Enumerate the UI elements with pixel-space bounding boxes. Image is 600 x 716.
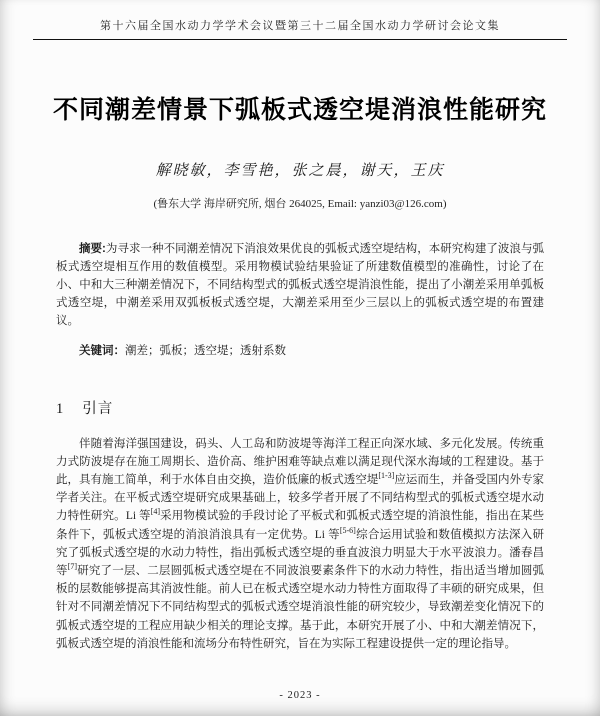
reference-superscript: [7] <box>67 562 78 572</box>
body-text-segment: 采用物模试验的手段讨论了平板式和弧板式透空堤的消浪性能，指出在某些条件下，弧板式透空堤的消浪消浪具有一定优势。Li 等 <box>56 510 544 541</box>
abstract-text: 为寻求一种不同潮差情况下消浪效果优良的弧板式透空堤结构，本研究构建了波浪与弧板式透空堤相互作用的数值模型。采用物模试验结果验证了所建数值模型的准确性，讨论了在小、中和大三种潮差情况下，不同结构型式的弧板式透空堤消浪性能，提出了小潮差采用单弧板式透空堤，中潮差采用双弧板板式透空堤，大潮差采用至少三层以上的弧板式透空堤的布置建议。 <box>56 243 544 327</box>
section-heading-introduction <box>56 397 544 418</box>
affiliation-line: (鲁东大学 海岸研究所, 烟台 264025, Email: yanzi03@126.com) <box>153 198 447 210</box>
paper-title: 不同潮差情景下弧板式透空堤消浪性能研究 <box>52 96 547 124</box>
body-text-segment: 伴随着海洋强国建设，码头、人工岛和防波堤等海洋工程正向深水域、多元化发展。传统重力式防波堤存在施工周期长、造价高、维护困难等缺点难以满足现代深水海域的工程建设。基于此，具有施工简单，利于水体自由交换，造价低廉的板式透空堤 <box>56 437 544 486</box>
introduction-paragraph <box>56 435 544 653</box>
keywords-text: 潮差；弧板；透空堤；透射系数 <box>125 344 286 357</box>
paper-body <box>56 240 544 653</box>
body-text-segment: 综合运用试验和数值模拟方法深入研究了弧板式透空堤的水动力特性，指出弧板式透空堤的垂直波浪力明显大于水平波浪力。潘春昌等 <box>56 528 545 577</box>
reference-superscript: [1-3] <box>378 471 395 481</box>
abstract-label: 摘要: <box>79 243 106 255</box>
section-number: 1 <box>56 400 65 417</box>
reference-superscript: [5-6] <box>339 525 356 535</box>
body-text-segment: 应运而生，并备受国内外专家学者关注。在平板式透空堤研究成果基础上，较多学者开展了不同结构型式的弧板式透空堤水动力特性研究。Li 等 <box>56 473 545 523</box>
author-list: 解晓敏，李雪艳，张之晨，谢天，王庆 <box>155 163 445 179</box>
body-text-segment: 研究了一层、二层圆弧板式透空堤在不同波浪要素条件下的水动力特性，指出适当增加圆弧板的层数能够提高其消波性能。前人已在板式透空堤水动力特性方面取得了丰硕的研究成果，但针对不同潮差情况下不同结构型式的弧板式透空堤消浪性能的研究较少，导致潮差变化情况下的弧板式透空堤的工程应用缺少相关的理论支撑。基于此，本研究开展了小、中和大潮差情况下，弧板式透空堤的消浪性能和流场分布特性研究，旨在为实际工程建设提供一定的理论指导。 <box>56 564 545 650</box>
keywords-line <box>56 342 544 360</box>
abstract-paragraph <box>56 240 544 330</box>
header-rule <box>33 39 567 40</box>
section-title: 引言 <box>82 400 114 417</box>
reference-superscript: [4] <box>150 507 161 517</box>
page-number: - 2023 - <box>279 690 321 701</box>
keywords-label: 关键词： <box>79 344 125 357</box>
running-head: 第十六届全国水动力学学术会议暨第三十二届全国水动力学研讨会论文集 <box>100 20 500 32</box>
